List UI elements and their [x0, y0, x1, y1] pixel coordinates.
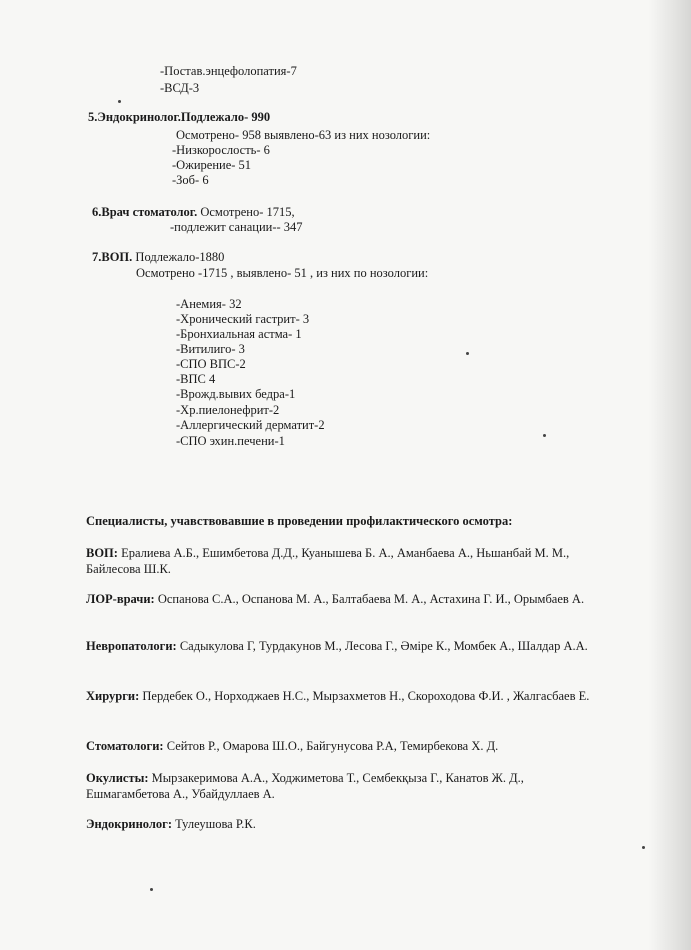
diagnosis-item: -Анемия- 32 — [176, 297, 242, 311]
dentist-sanation: -подлежит санации-- 347 — [170, 220, 303, 234]
scan-speck — [118, 100, 121, 103]
group-label: Эндокринолог: — [86, 817, 172, 831]
group-label: Стоматологи: — [86, 739, 164, 753]
dentist-examined: Осмотрено- 1715, — [197, 205, 295, 219]
group-names: Мырзакеримова А.А., Ходжиметова Т., Сембекқыза Г., Канатов Ж. Д., Ешмагамбетова А., Убайдуллаев А. — [86, 771, 524, 801]
specialist-group-endocrinology — [86, 816, 606, 832]
diagnosis-item: -Ожирение- 51 — [172, 158, 252, 172]
scan-speck — [543, 434, 546, 437]
section-dentist — [92, 205, 295, 220]
diagnosis-item: -Хронический гастрит- 3 — [176, 312, 310, 326]
endo-summary: Осмотрено- 958 выявлено-63 из них нозологии: — [176, 128, 431, 142]
diagnosis-item: -Низкорослость- 6 — [172, 143, 270, 157]
group-label: Хирурги: — [86, 689, 140, 703]
group-label: ЛОР-врачи: — [86, 592, 155, 606]
section-heading-endocrinologist: 5.Эндокринолог.Подлежало- 990 — [88, 110, 271, 124]
specialist-group-surgery — [86, 688, 606, 704]
specialist-group-neurology — [86, 638, 606, 654]
section-heading-dentist: 6.Врач стоматолог. — [92, 205, 198, 219]
specialist-group-dentistry — [86, 738, 606, 754]
specialist-group-ophthalmology — [86, 770, 606, 802]
diagnosis-item: -Бронхиальная астма- 1 — [176, 327, 302, 341]
scan-speck — [150, 888, 153, 891]
specialists-title: Специалисты, учавствовавшие в проведении профилактического осмотра: — [86, 514, 513, 528]
group-names: Сейтов Р., Омарова Ш.О., Байгунусова Р.А, Темирбекова Х. Д. — [163, 739, 499, 753]
group-names: Пердебек О., Норходжаев Н.С., Мырзахметов Н., Скороходова Ф.И. , Жалгасбаев Е. — [139, 689, 590, 703]
diagnosis-item: -СПО эхин.печени-1 — [176, 434, 285, 448]
specialist-group-gp — [86, 545, 606, 577]
group-names: Тулеушова Р.К. — [172, 817, 256, 831]
diagnosis-item: -СПО ВПС-2 — [176, 357, 246, 371]
scan-speck — [642, 846, 645, 849]
diagnosis-item: -Зоб- 6 — [172, 173, 209, 187]
gp-summary: Осмотрено -1715 , выявлено- 51 , из них по нозологии: — [136, 266, 429, 280]
group-names: Оспанова С.А., Оспанова М. А., Балтабаева М. А., Астахина Г. И., Орымбаев А. — [154, 592, 585, 606]
specialist-group-ent — [86, 591, 606, 607]
group-label: Невропатологи: — [86, 639, 177, 653]
scan-speck — [466, 352, 469, 355]
diagnosis-item: -ВСД-3 — [160, 81, 200, 95]
diagnosis-item: -Постав.энцефолопатия-7 — [160, 64, 297, 78]
diagnosis-item: -Хр.пиелонефрит-2 — [176, 403, 280, 417]
diagnosis-item: -ВПС 4 — [176, 372, 216, 386]
diagnosis-item: -Витилиго- 3 — [176, 342, 245, 356]
group-names: Ералиева А.Б., Ешимбетова Д.Д., Куанышева Б. А., Аманбаева А., Ньшанбай М. М., Байлесова Ш.К. — [86, 546, 570, 576]
section-gp — [92, 250, 224, 265]
diagnosis-item: -Аллергический дерматит-2 — [176, 418, 325, 432]
section-heading-gp: 7.ВОП. — [92, 250, 133, 264]
group-label: Окулисты: — [86, 771, 149, 785]
group-names: Садыкулова Г, Турдакунов М., Лесова Г., Әміре К., Момбек А., Шалдар А.А. — [176, 639, 588, 653]
gp-subject: Подлежало-1880 — [132, 250, 225, 264]
group-label: ВОП: — [86, 546, 118, 560]
diagnosis-item: -Врожд.вывих бедра-1 — [176, 387, 296, 401]
page-edge-shadow — [649, 0, 691, 950]
